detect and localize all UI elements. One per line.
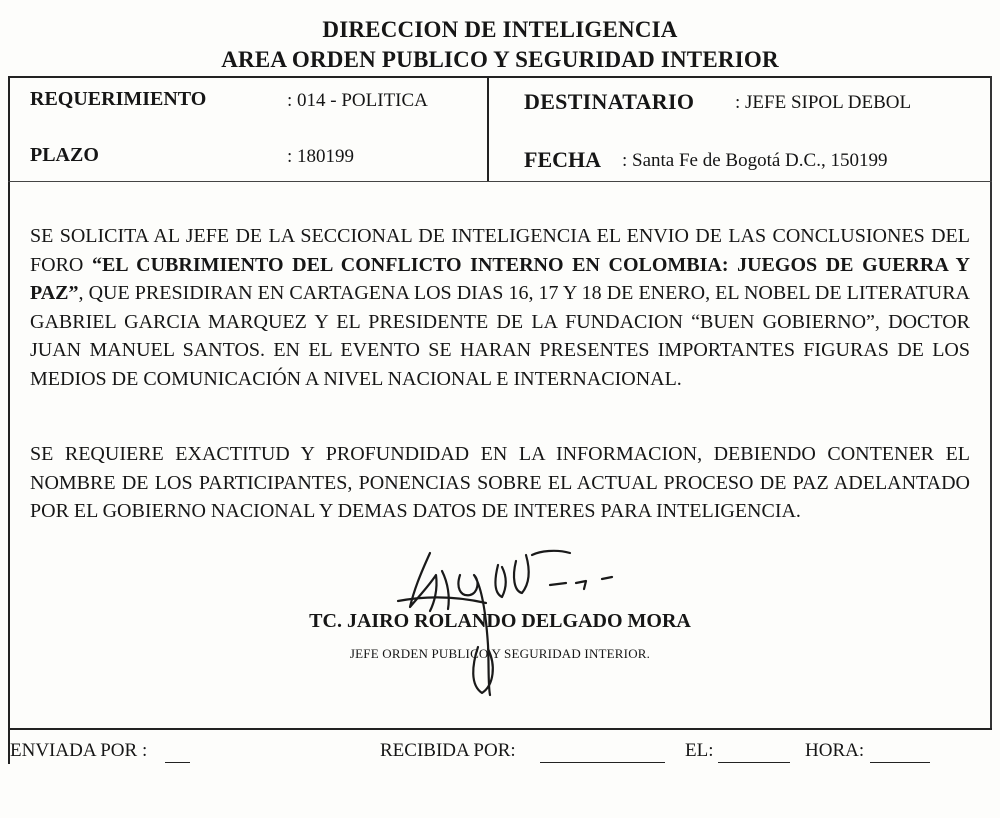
hora-label: HORA: <box>805 740 865 761</box>
signatory-name: TC. JAIRO ROLANDO DELGADO MORA <box>309 610 691 632</box>
destinatario-label: DESTINATARIO <box>524 89 695 114</box>
requerimiento-value: : 014 - POLITICA <box>287 90 428 111</box>
enviada-por-blank <box>165 762 190 763</box>
frame-top-border <box>8 76 992 78</box>
el-blank <box>718 762 790 763</box>
request-text-start: SE SOLICITA AL JEFE DE LA SECCIONAL DE INTELIGENCIA EL ENVIO DE LAS CONCLUSIONES DEL FORO <box>30 225 970 276</box>
request-paragraph <box>30 222 970 393</box>
enviada-por-label: ENVIADA POR : <box>10 740 148 761</box>
hora-blank <box>870 762 930 763</box>
plazo-value: : 180199 <box>287 146 355 167</box>
fecha-label: FECHA <box>524 147 601 172</box>
header-title: DIRECCION DE INTELIGENCIA <box>322 17 678 42</box>
footer-divider <box>8 728 992 730</box>
fecha-value: : Santa Fe de Bogotá D.C., 150199 <box>622 150 888 171</box>
request-text-end: , QUE PRESIDIRAN EN CARTAGENA LOS DIAS 16, 17 Y 18 DE ENERO, EL NOBEL DE LITERATURA GABRIEL GARCIA MARQUEZ Y EL PRESIDENTE DE LA FUNDACION “BUEN GOBIERNO”, DOCTOR JUAN MANUEL SANTOS. EN EL EVENTO SE HARAN PRESENTES IMPORTANTES FIGURAS DE LOS MEDIOS DE COMUNICACIÓN A NIVEL NACIONAL E INTERNACIONAL. <box>30 282 970 390</box>
recibida-por-blank <box>540 762 665 763</box>
recibida-por-label: RECIBIDA POR: <box>380 740 516 761</box>
header-column-divider <box>487 76 489 181</box>
header-subtitle: AREA ORDEN PUBLICO Y SEGURIDAD INTERIOR <box>221 47 779 72</box>
signatory-title: JEFE ORDEN PUBLICO Y SEGURIDAD INTERIOR. <box>349 646 651 661</box>
el-label: EL: <box>685 740 714 761</box>
requirements-paragraph: SE REQUIERE EXACTITUD Y PROFUNDIDAD EN LA INFORMACION, DEBIENDO CONTENER EL NOMBRE DE LOS PARTICIPANTES, PONENCIAS SOBRE EL ACTUAL PROCESO DE PAZ ADELANTADO POR EL GOBIERNO NACIONAL Y DEMAS DATOS DE INTERES PARA INTELIGENCIA. <box>30 443 970 522</box>
destinatario-value: : JEFE SIPOL DEBOL <box>735 92 912 113</box>
forum-title: “EL CUBRIMIENTO DEL CONFLICTO INTERNO EN COLOMBIA: JUEGOS DE GUERRA Y PAZ” <box>30 253 970 304</box>
requerimiento-label: REQUERIMIENTO <box>30 88 207 110</box>
header-row-divider <box>8 181 992 182</box>
plazo-label: PLAZO <box>30 144 99 166</box>
